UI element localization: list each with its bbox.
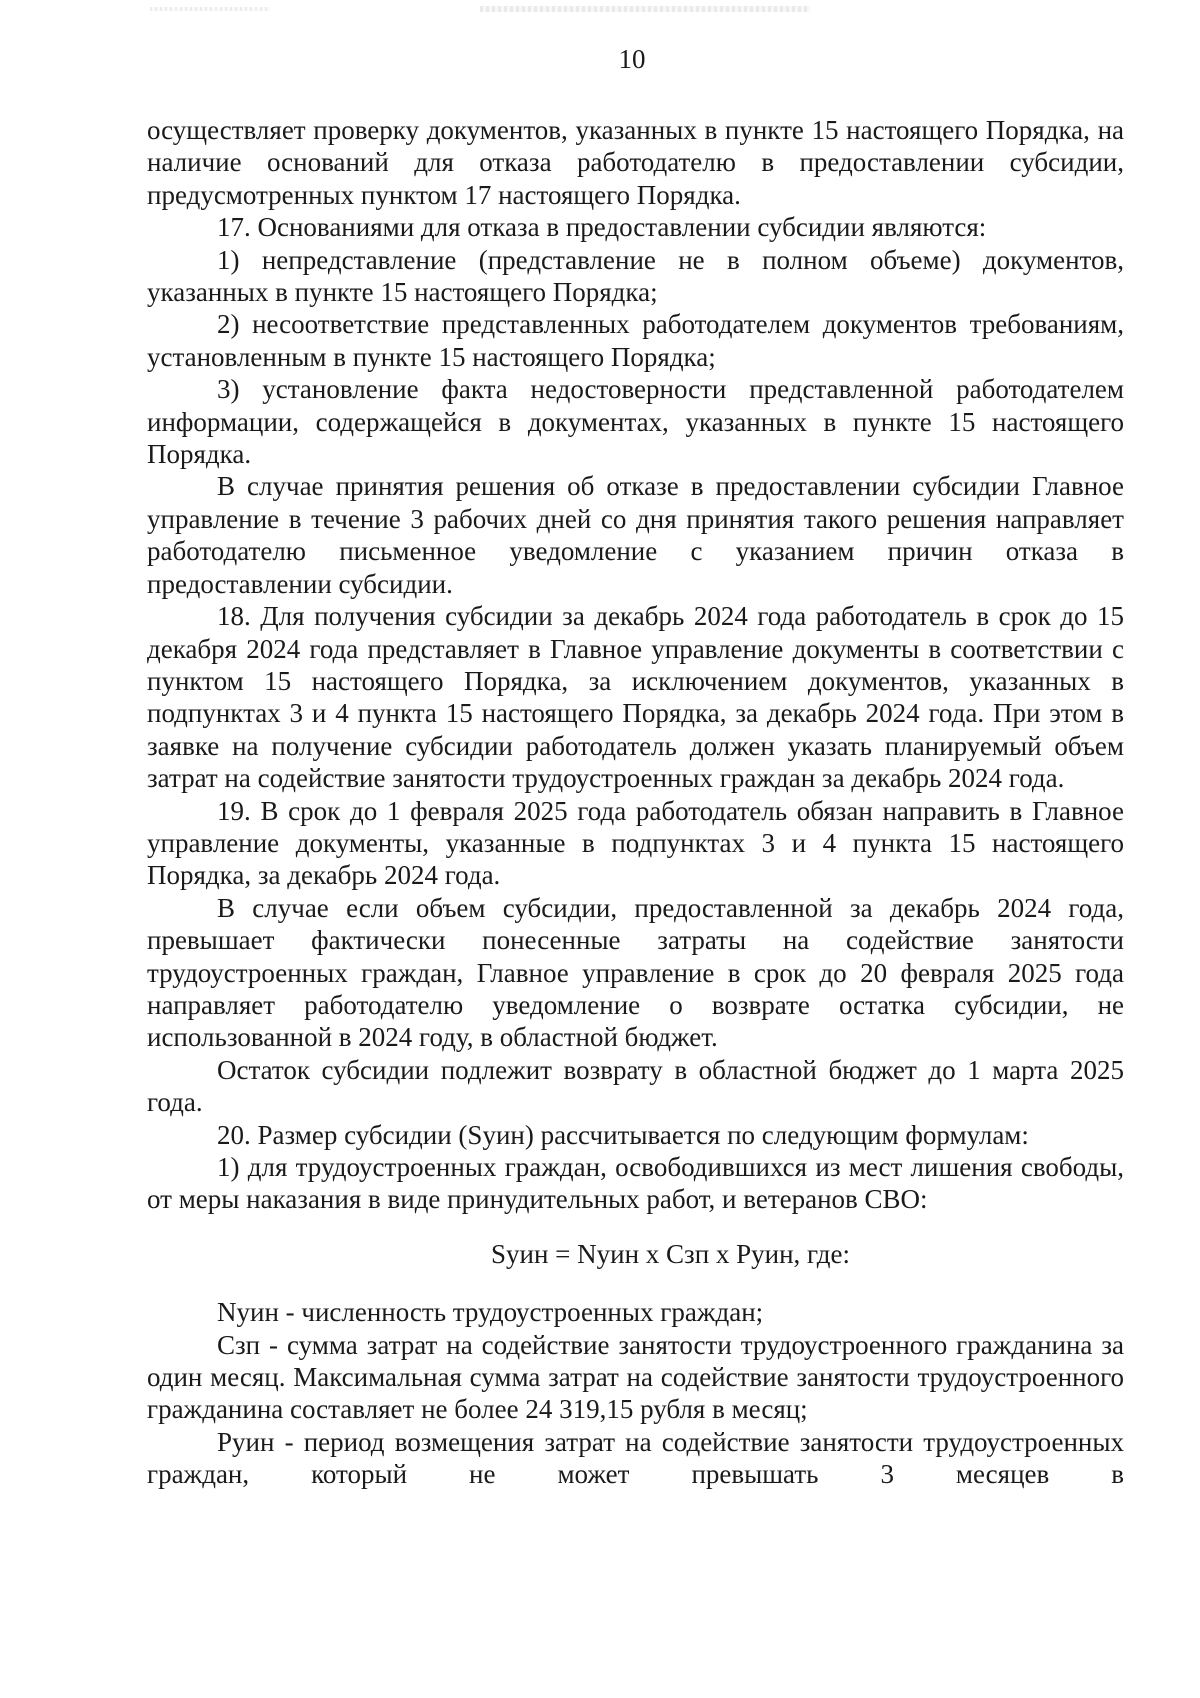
paragraph: 17. Основаниями для отказа в предоставлении субсидии являются: [217,212,987,243]
list-item: 2) несоответствие представленных работодателем документов требованиям, установленным в пункте 15 настоящего Порядка; [147,309,1124,372]
scan-artifact [480,6,810,12]
document-body [147,114,1124,1491]
paragraph: 20. Размер субсидии (Sуин) рассчитывается по следующим формулам: [217,1119,1029,1150]
paragraph: 19. В срок до 1 февраля 2025 года работодатель обязан направить в Главное управление документы, указанные в подпунктах 3 и 4 пункта 15 настоящего Порядка, за декабрь 2024 года. [147,795,1124,891]
definition: Сзп - сумма затрат на содействие занятости трудоустроенного гражданина за один месяц. Максимальная сумма затрат на содействие занятости трудоустроенного гражданина составляет не более 24 319,15 рубля в месяц; [147,1329,1124,1425]
scan-artifact [150,7,270,11]
list-item: 3) установление факта недостоверности представленной работодателем информации, содержащейся в документах, указанных в пункте 15 настоящего Порядка. [147,374,1124,470]
paragraph: 18. Для получения субсидии за декабрь 2024 года работодатель в срок до 15 декабря 2024 года представляет в Главное управление документы в соответствии с пунктом 15 настоящего Порядка, за исключением документов, указанных в подпунктах 3 и 4 пункта 15 настоящего Порядка, за декабрь 2024 года. При этом в заявке на получение субсидии работодатель должен указать планируемый объем затрат на содействие занятости трудоустроенных граждан за декабрь 2024 года. [147,601,1124,794]
list-item: 1) для трудоустроенных граждан, освободившихся из мест лишения свободы, от меры наказания в виде принудительных работ, и ветеранов СВО: [147,1152,1124,1215]
paragraph: Остаток субсидии подлежит возврату в областной бюджет до 1 марта 2025 года. [147,1054,1124,1118]
page-number: 10 [618,44,646,74]
list-item: 1) непредставление (представление не в полном объеме) документов, указанных в пункте 15 настоящего Порядка; [147,244,1124,308]
paragraph: осуществляет проверку документов, указанных в пункте 15 настоящего Порядка, на наличие оснований для отказа работодателю в предоставлении субсидии, предусмотренных пунктом 17 настоящего Порядка. [147,115,1124,210]
definition: Nуин - численность трудоустроенных граждан; [217,1297,764,1328]
paragraph: В случае принятия решения об отказе в предоставлении субсидии Главное управление в течение 3 рабочих дней со дня принятия такого решения направляет работодателю письменное уведомление с указанием причин отказа в предоставлении субсидии. [147,471,1124,599]
formula: Sуин = Nуин х Сзп х Руин, где: [490,1238,851,1269]
paragraph: В случае если объем субсидии, предоставленной за декабрь 2024 года, превышает фактически понесенные затраты на содействие занятости трудоустроенных граждан, Главное управление в срок до 20 февраля 2025 года направляет работодателю уведомление о возврате остатка субсидии, не использованной в 2024 году, в областной бюджет. [147,892,1124,1053]
definition: Руин - период возмещения затрат на содействие занятости трудоустроенных граждан, который не может превышать 3 месяцев в [147,1426,1124,1490]
